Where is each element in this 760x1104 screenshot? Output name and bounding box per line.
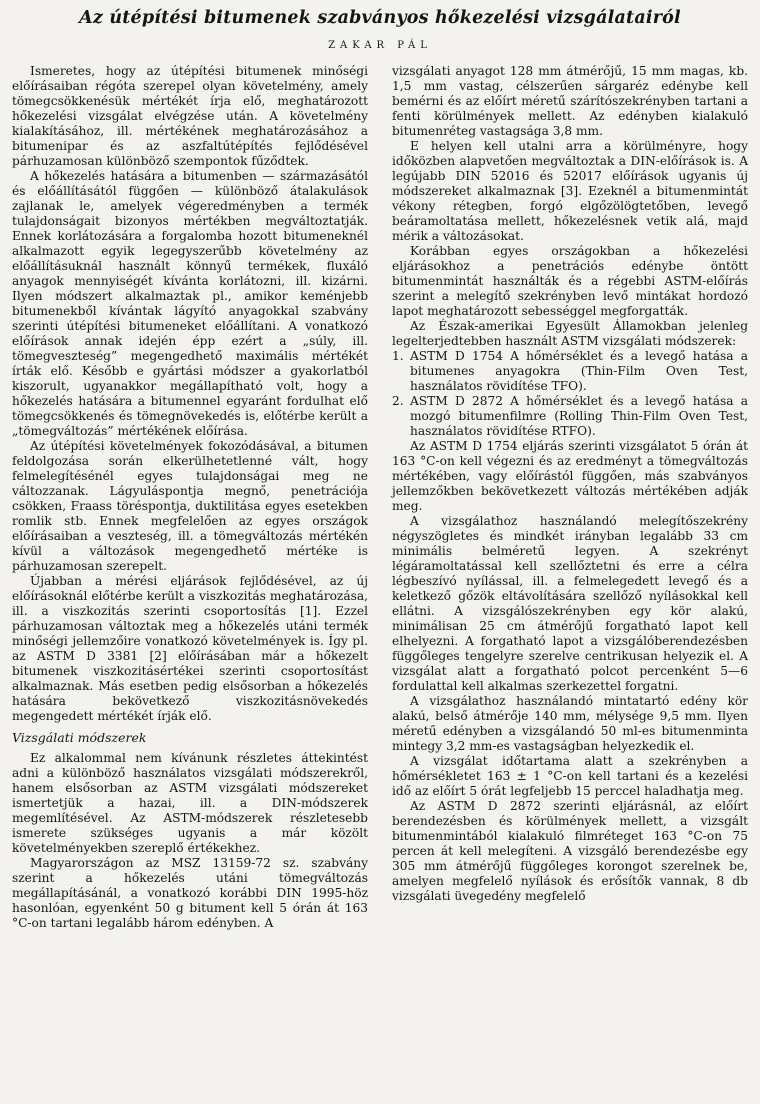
paragraph: E helyen kell utalni arra a körülményre, hogy időközben alapvetően megváltoztak a DIN-előírások is. A legújabb DIN 52016 és 52017 előírások ugyanis új módszereket alkalmaznak [3]. Ezeknél a bitumenmintát vékony rétegben, forgó elgőzölögtetőben, levegő beáramoltatása mellett, hőkezelésnek vetik alá, majd mérik a változásokat.: [392, 139, 748, 243]
list-number: 1.: [392, 349, 404, 363]
section-heading: Vizsgálati módszerek: [12, 730, 147, 745]
paragraph: A hőkezelés hatására a bitumenben — származásától és előállításától függően — különböző átalakulások zajlanak le, amelyek végeredményben a termék tulajdonságait bizonyos mértékben megváltoztatják. Ennek korlátozására a forgalomba hozott bitumeneknél alkalmazott egyik legegyszerűbb követelmény az előállításuknál használt könnyű termékek, fluxáló anyagok mennyiségét kívánta korlátozni, ill. kizárni. Ilyen módszert alkalmaztak pl., amikor keménjebb bitumenekből kívántak lágyító anyagokkal szabvány szerinti útépítési bitumeneket előállítani. A vonatkozó előírások annak idején épp ezért a „súly, ill. tömegveszteség” megengedhető maximális mértékét írták elő. Később e gyártási módszer a gyakorlatból kiszorult, ugyanakkor megállapítható volt, hogy a hőkezelés hatására a bitumennel egyaránt fordulhat elő tömegcsökkenés és tömegnövekedés is, előtérbe került a „tömegváltozás” mértékének előírása.: [12, 169, 368, 438]
paragraph: Újabban a mérési eljárások fejlődésével, az új előírásoknál előtérbe került a viszkozitás meghatározása, ill. a viszkozitás szerinti csoportosítás [1]. Ezzel párhuzamosan változtak meg a hőkezelés utáni termék minőségi jellemzőire vonatkozó követelmények is. Így pl. az ASTM D 3381 [2] előírásában már a hőkezelt bitumenek viszkozitásértékei szerinti csoportosítást alkalmaznak. Más esetben pedig elsősorban a hőkezelés hatására bekövetkező viszkozitásnövekedés megengedett mértékét írják elő.: [12, 574, 368, 723]
paragraph: A vizsgálathoz használandó mintatartó edény kör alakú, belső átmérője 140 mm, mélysége 9,5 mm. Ilyen méretű edényben a vizsgálandó 50 ml-es bitumenminta mintegy 3,2 mm-es vastagságban helyezkedik el.: [392, 694, 748, 753]
paragraph: Ismeretes, hogy az útépítési bitumenek minőségi előírásaiban régóta szerepel olyan követelmény, amely tömegcsökkenésük mértékét írja elő, meghatározott hőkezelési vizsgálat elvégzése után. A követelmény kialakításához, ill. mértékének meghatározásához a bitumenipar és az aszfaltútépítés fejlődésével párhuzamosan különböző szempontok fűződtek.: [12, 64, 368, 168]
paragraph: Az ASTM D 1754 eljárás szerinti vizsgálatot 5 órán át 163 °C-on kell végezni és az eredményt a tömegváltozás mértékében, vagy előírástól függően, más szabványos jellemzőkben bekövetkezett változás mértékében adják meg.: [392, 439, 748, 513]
method-list: [392, 349, 748, 439]
article-body: [12, 64, 748, 931]
article-title: Az útépítési bitumenek szabványos hőkezelési vizsgálatairól: [79, 8, 681, 28]
left-column: [12, 64, 368, 931]
paragraph: Az Észak-amerikai Egyesült Államokban jelenleg legelterjedtebben használt ASTM vizsgálati módszerek:: [392, 319, 748, 348]
paragraph: A vizsgálathoz használandó melegítőszekrény négyszögletes és mindkét irányban legalább 33 cm minimális belméretű legyen. A szekrényt légáramoltatással kell szellőztetni és erre a célra légbeszívó nyílással, ill. a felmelegedett levegő és a keletkező gőzök eltávolítására szellőző nyílásokkal kell ellátni. A vizsgálószekrényben egy kör alakú, minimálisan 25 cm átmérőjű forgatható lapot kell elhelyezni. A forgatható lapot a vizsgálóberendezésben függőleges tengelyre szerelve centrikusan helyezik el. A vizsgálat alatt a forgatható polcot percenként 5—6 fordulattal kell alkalmas szerkezettel forgatni.: [392, 514, 748, 693]
paragraph: A vizsgálat időtartama alatt a szekrényben a hőmérsékletet 163 ± 1 °C-on kell tartani és a kezelési idő az előírt 5 órát legfeljebb 15 perccel haladhatja meg.: [392, 754, 748, 798]
list-item-text: ASTM D 1754 A hőmérséklet és a levegő hatása a bitumenes anyagokra (Thin-Film Oven Test, használatos rövidítése TFO).: [410, 349, 748, 393]
list-number: 2.: [392, 394, 404, 408]
paragraph: Ez alkalommal nem kívánunk részletes áttekintést adni a különböző használatos vizsgálati módszerekről, hanem elsősorban az ASTM vizsgálati módszereket ismertetjük a hazai, ill. a DIN-módszerek megemlítésével. Az ASTM-módszerek részletesebb ismerete szükséges ugyanis a már közölt követelményekben szereplő értékekhez.: [12, 751, 368, 855]
list-item: [392, 349, 748, 394]
author-name: ZAKAR PÁL: [328, 40, 432, 51]
list-item: [392, 394, 748, 439]
right-column: [392, 64, 748, 931]
list-item-text: ASTM D 2872 A hőmérséklet és a levegő hatása a mozgó bitumenfilmre (Rolling Thin-Film Oven Test, használatos rövidítése RTFO).: [410, 394, 748, 438]
paragraph: Az ASTM D 2872 szerinti eljárásnál, az előírt berendezésben és körülmények mellett, a vizsgált bitumenmintából kialakuló filmréteget 163 °C-on 75 percen át kell melegíteni. A vizsgáló berendezésbe egy 305 mm átmérőjű függőleges korongot szerelnek be, amelyen megfelelő nyílások és erősítők vannak, 8 db vizsgálati üvegedény megfelelő: [392, 799, 748, 903]
paragraph: Az útépítési követelmények fokozódásával, a bitumen feldolgozása során elkerülhetetlenné vált, hogy felmelegítésénél egyes tulajdonságai meg ne változzanak. Lágyuláspontja megnő, penetrációja csökken, Fraass töréspontja, duktilitása egyes esetekben romlik stb. Ennek megfelelően az egyes országok előírásaiban a veszteség, ill. a tömegváltozás mértékén kívül a változások megengedhető mértéke is párhuzamosan szerepelt.: [12, 439, 368, 573]
paragraph: Magyarországon az MSZ 13159-72 sz. szabvány szerint a hőkezelés utáni tömegváltozás megállapításánál, a vonatkozó korábbi DIN 1995-höz hasonlóan, egyenként 50 g bitument kell 5 órán át 163 °C-on tartani legalább három edényben. A: [12, 856, 368, 930]
paragraph: Korábban egyes országokban a hőkezelési eljárásokhoz a penetrációs edénybe öntött bitumenmintát használták és a régebbi ASTM-előírás szerint a melegítő szekrényben levő mintákat hordozó lapot meghatározott sebességgel megforgatták.: [392, 244, 748, 318]
paragraph: vizsgálati anyagot 128 mm átmérőjű, 15 mm magas, kb. 1,5 mm vastag, célszerűen sárgaréz edénybe kell bemérni és az előírt méretű szárítószekrényben tartani a fenti körülmények mellett. Az edényben kialakuló bitumenréteg vastagsága 3,8 mm.: [392, 64, 748, 138]
